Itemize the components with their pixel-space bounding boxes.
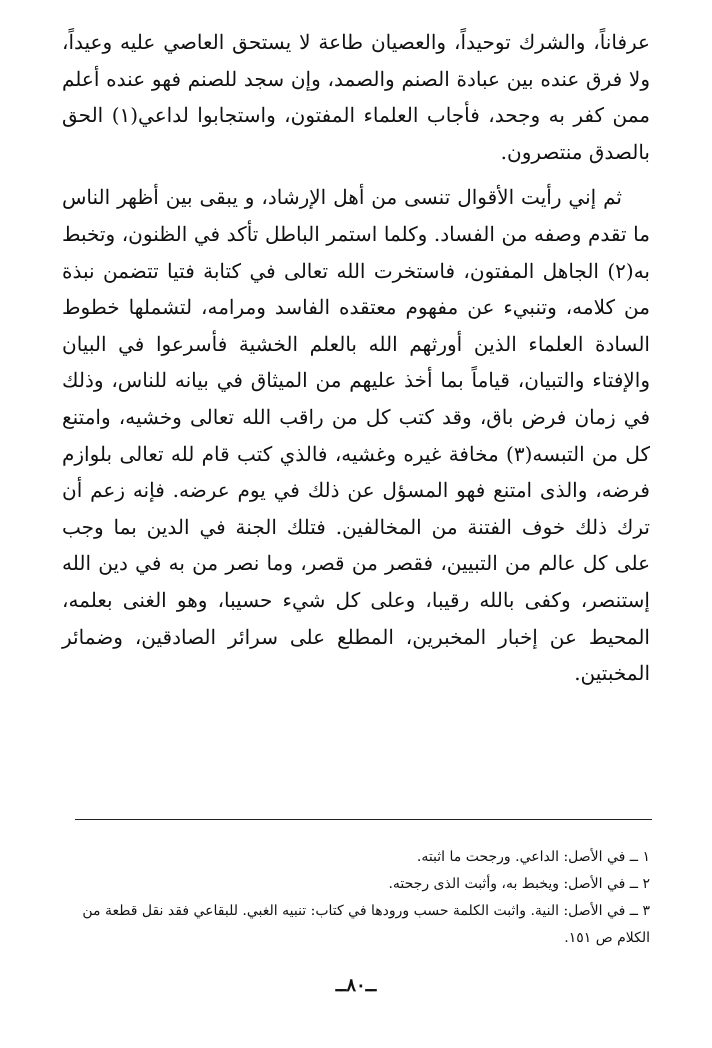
page-number: ــ٨٠ــ bbox=[335, 975, 377, 996]
footnote-3: ٣ ــ في الأصل: النية. واثبت الكلمة حسب ورودها في كتاب: تنبيه الغبي. للبقاعي فقد نقل قطعة من الكلام ص ١٥١. bbox=[82, 903, 650, 946]
footnote-2: ٢ ــ في الأصل: ويخبط به، وأثبت الذى رجحته. bbox=[388, 876, 650, 892]
footnote-divider bbox=[75, 819, 652, 820]
main-paragraph-1: عرفاناً، والشرك توحيداً، والعصيان طاعة لا يستحق العاصي عليه وعيداً، ولا فرق عنده بين عبادة الصنم والصمد، وإن سجد للصنم فهو عنده أعلم ممن كفر به وجحد، فأجاب العلماء المفتون، واستجابوا لداعي(١) الحق بالصدق منتصرون. bbox=[62, 30, 650, 164]
footnotes bbox=[64, 844, 650, 952]
page-body bbox=[62, 24, 650, 692]
footnote-1: ١ ــ في الأصل: الداعي. ورجحت ما اثبته. bbox=[416, 849, 650, 865]
main-paragraph-2: ثم إني رأيت الأقوال تنسى من أهل الإرشاد، و يبقى بين أظهر الناس ما تقدم وصفه من الفساد. وكلما استمر الباطل تأكد في الظنون، وتخبط به(٢) الجاهل المفتون، فاستخرت الله تعالى في كتابة فتيا تتضمن نبذة من كلامه، وتنبيء عن مفهوم معتقده الفاسد ومرامه، لتشملها خطوط السادة العلماء الذين أورثهم الله بالعلم الخشية فأسرعوا في البيان والإفتاء والتبيان، قياماً بما أخذ عليهم من الميثاق في بيانه للناس، وذلك في زمان فرض باق، وقد كتب كل من راقب الله تعالى وخشيه، وامتنع كل من التبسه(٣) مخافة غيره وغشيه، فالذي كتب قام لله تعالى بلوازم فرضه، والذى امتنع فهو المسؤل عن ذلك في يوم عرضه. فإنه زعم أن ترك ذلك خوف الفتنة من المخالفين. فتلك الجنة في الدين بما وجب على كل عالم من التبيين، فقصر من قصر، وما نصر من به في دين الله إستنصر، وكفى بالله رقيبا، وعلى كل شيء حسيبا، وهو الغنى بعلمه، المحيط عن إخبار المخبرين، المطلع على سرائر الصادقين، وضمائر المخبتين. bbox=[62, 185, 650, 686]
